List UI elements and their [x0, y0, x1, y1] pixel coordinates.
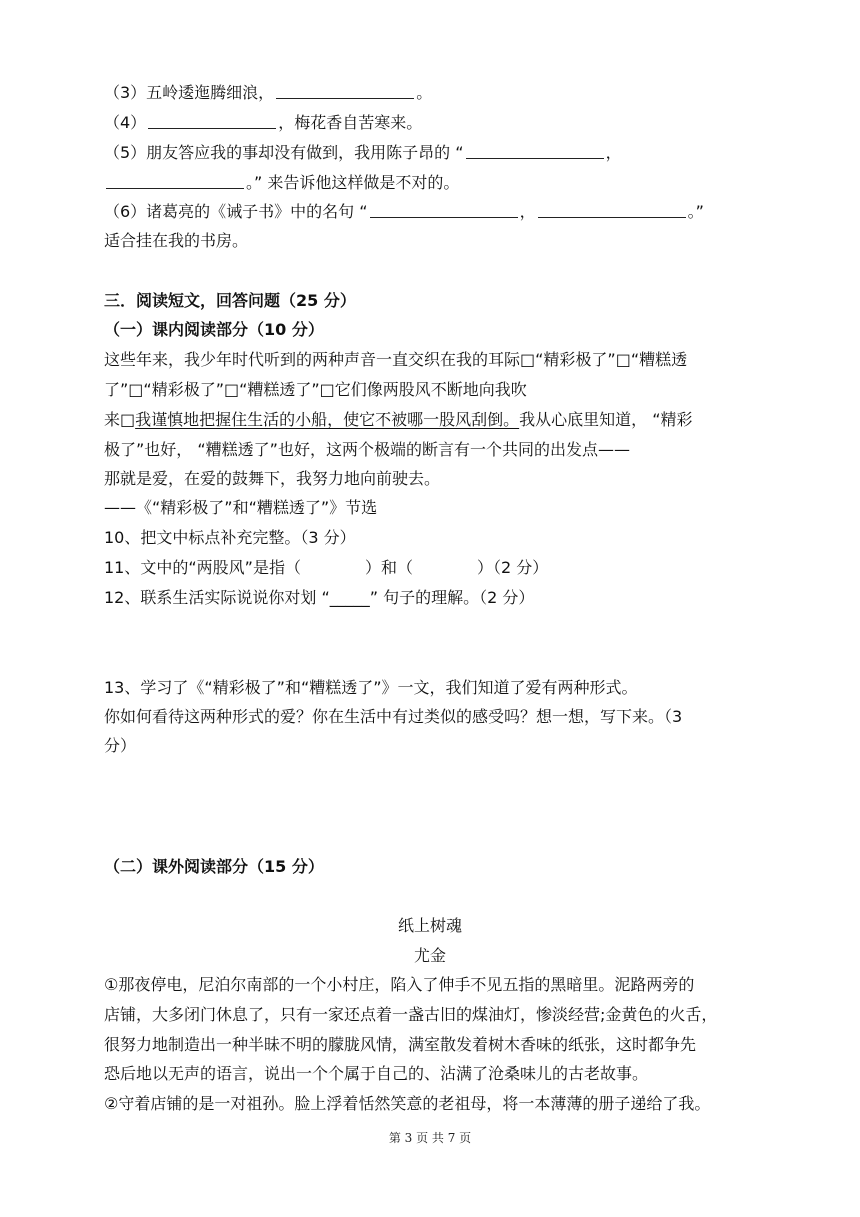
- part-2-heading: （二）课外阅读部分（15 分）: [104, 857, 324, 876]
- question-11-text: ）和（: [364, 558, 413, 577]
- section-3-heading: 三．阅读短文，回答问题（25 分）: [104, 291, 356, 310]
- article-line: ②守着店铺的是一对祖孙。脸上浮着恬然笑意的老祖母，将一本薄薄的册子递给了我。: [104, 1094, 711, 1113]
- part-1-heading: （一）课内阅读部分（10 分）: [104, 320, 324, 339]
- question-5-text: （5）朋友答应我的事却没有做到，我用陈子昂的 “: [104, 143, 464, 162]
- page-footer: 第 3 页 共 7 页: [388, 1131, 472, 1145]
- question-5-line: [104, 142, 622, 164]
- question-12: 12、联系生活实际说说你对划 “_____” 句子的理解。（2 分）: [104, 588, 535, 607]
- passage-line: 极了”也好， “糟糕透了”也好，这两个极端的断言有一个共同的出发点——: [104, 440, 630, 459]
- passage-line: 这些年来，我少年时代听到的两种声音一直交织在我的耳际□“精彩极了”□“糟糕透: [104, 350, 688, 369]
- underlined-sentence: 我谨慎地把握住生活的小船，使它不被哪一股风刮倒。: [135, 410, 520, 429]
- passage-source: ——《“精彩极了”和“糟糕透了”》节选: [104, 498, 378, 517]
- passage-line: 了”□“精彩极了”□“糟糕透了”□它们像两股风不断地向我吹: [104, 380, 527, 399]
- question-10: 10、把文中标点补充完整。（3 分）: [104, 528, 356, 547]
- question-11-text: 11、文中的“两股风”是指（: [104, 558, 301, 577]
- passage-text: 我从心底里知道， “精彩: [519, 410, 693, 429]
- question-13-line: 13、学习了《“精彩极了”和“糟糕透了”》一文，我们知道了爱有两种形式。: [104, 678, 638, 697]
- question-3-line: [104, 82, 432, 104]
- article-line: ①那夜停电，尼泊尔南部的一个小村庄，陷入了伸手不见五指的黑暗里。泥路两旁的: [104, 975, 695, 994]
- question-4-line: [104, 112, 422, 134]
- question-3-suffix: 。: [416, 83, 433, 102]
- article-title: 纸上树魂: [397, 916, 462, 935]
- article-line: 店铺，大多闭门休息了，只有一家还点着一盏古旧的煤油灯，惨淡经营;金黄色的火舌，: [104, 1005, 718, 1024]
- passage-text: 来□: [104, 410, 136, 429]
- answer-blank[interactable]: [276, 82, 414, 99]
- answer-blank[interactable]: [370, 201, 518, 218]
- question-11: [104, 557, 548, 579]
- question-6-line-2: 适合挂在我的书房。: [104, 231, 249, 250]
- question-5-suffix: 。” 来告诉他这样做是不对的。: [246, 173, 460, 192]
- question-6-line: [104, 201, 704, 223]
- answer-blank[interactable]: [466, 142, 604, 159]
- question-13-line: 分）: [104, 736, 137, 755]
- question-6-suffix: 。”: [687, 202, 704, 221]
- question-11-text: ）（2 分）: [476, 558, 549, 577]
- answer-blank[interactable]: [106, 172, 244, 189]
- question-6-comma: ，: [519, 202, 536, 221]
- question-3-text: （3）五岭逶迤腾细浪，: [104, 83, 275, 102]
- question-5-comma: ，: [605, 143, 622, 162]
- article-line: 恐后地以无声的语言，说出一个个属于自己的、沾满了沧桑味儿的古老故事。: [104, 1064, 649, 1083]
- article-author: 尤金: [413, 946, 446, 965]
- question-4-suffix: ，梅花香自苦寒来。: [278, 113, 423, 132]
- question-13-line: 你如何看待这两种形式的爱？你在生活中有过类似的感受吗？想一想，写下来。（3: [104, 707, 683, 726]
- passage-line: 那就是爱，在爱的鼓舞下，我努力地向前驶去。: [104, 469, 441, 488]
- question-5-line-2: [104, 172, 459, 194]
- passage-line: [104, 409, 693, 431]
- question-6-text: （6）诸葛亮的《诫子书》中的名句 “: [104, 202, 368, 221]
- answer-blank[interactable]: [148, 112, 276, 129]
- answer-blank[interactable]: [538, 201, 686, 218]
- question-4-text: （4）: [104, 113, 147, 132]
- article-line: 很努力地制造出一种半昧不明的朦胧风情，满室散发着树木香味的纸张，这时都争先: [104, 1035, 697, 1054]
